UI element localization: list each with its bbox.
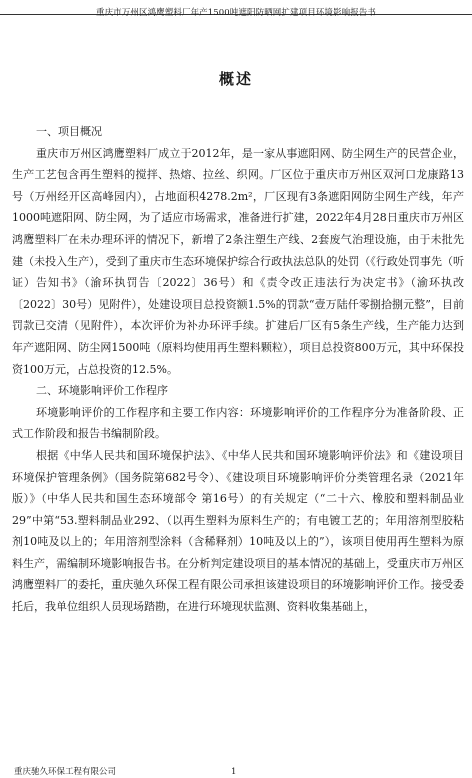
paragraph-project-overview: 重庆市万州区鸿鹰塑料厂成立于2012年，是一家从事遮阳网、防尘网生产的民营企业，生产工艺包含再生塑料的搅拌、热熔、拉丝、织网。厂区位于重庆市万州区双河口龙康路13号（万州经开区高峰园内），占地面积4278.2m²，厂区现有3条遮阳网防尘网生产线，年产1000吨遮阳网、防尘网，为了适应市场需求，准备进行扩建，2022年4月28日重庆市万州区鸿鹰塑料厂在未办理环评的情况下，新增了2条注塑生产线、2套废气治理设施，由于未批先建（未投入生产），受到了重庆市生态环境保护综合行政执法总队的处罚（《行政处罚事先（听证）告知书》（渝环执罚告〔2022〕36号）和《责令改正违法行为决定书》（渝环执改〔2022〕30号）见附件），处建设项目总投资额1.5%的罚款“壹万陆仟零捌拾捌元整”，目前罚款已交清（见附件），本次评价为补办环评手续。扩建后厂区有5条生产线，生产能力达到年产遮阳网、防尘网1500吨（原料均使用再生塑料颗粒），项目总投资800万元，其中环保投资100万元，占总投资的12.5%。 <box>12 146 464 376</box>
page-number: 1 <box>231 767 237 777</box>
section-heading-procedure: 二、环境影响评价工作程序 <box>36 384 168 398</box>
document-body <box>12 121 464 618</box>
page-footer <box>0 766 472 778</box>
paragraph-legal-basis: 根据《中华人民共和国环境保护法》、《中华人民共和国环境影响评价法》和《建设项目环境保护管理条例》（国务院第682号令）、《建设项目环境影响评价分类管理名录（2021年版）》（中华人民共和国生态环境部令 第16号）的有关规定（“二十六、橡胶和塑料制品业29”中第“53.塑料制品业292、（以再生塑料为原料生产的；有电镀工艺的；年用溶剂型胶粘剂10吨及以上的；年用溶剂型涂料（含稀释剂）10吨及以上的”），该项目使用再生塑料为原料生产，需编制环境影响报告书。在分析判定建设项目的基本情况的基础上，受重庆市万州区鸿鹰塑料厂的委托，重庆驰久环保工程有限公司承担该建设项目的环境影响评价工作。接受委托后，我单位组织人员现场踏勘，在进行环境现状监测、资料收集基础上， <box>12 448 464 614</box>
running-header <box>0 0 472 18</box>
page-title: 概述 <box>218 70 253 88</box>
footer-company: 重庆驰久环保工程有限公司 <box>14 767 117 777</box>
header-text: 重庆市万州区鸿鹰塑料厂年产1500吨遮阳防晒网扩建项目环境影响报告书 <box>95 8 377 18</box>
section-heading-overview: 一、项目概况 <box>36 125 102 138</box>
paragraph-procedure-intro: 环境影响评价的工作程序和主要工作内容：环境影响评价的工作程序分为准备阶段、正式工作阶段和报告书编制阶段。 <box>12 405 464 441</box>
